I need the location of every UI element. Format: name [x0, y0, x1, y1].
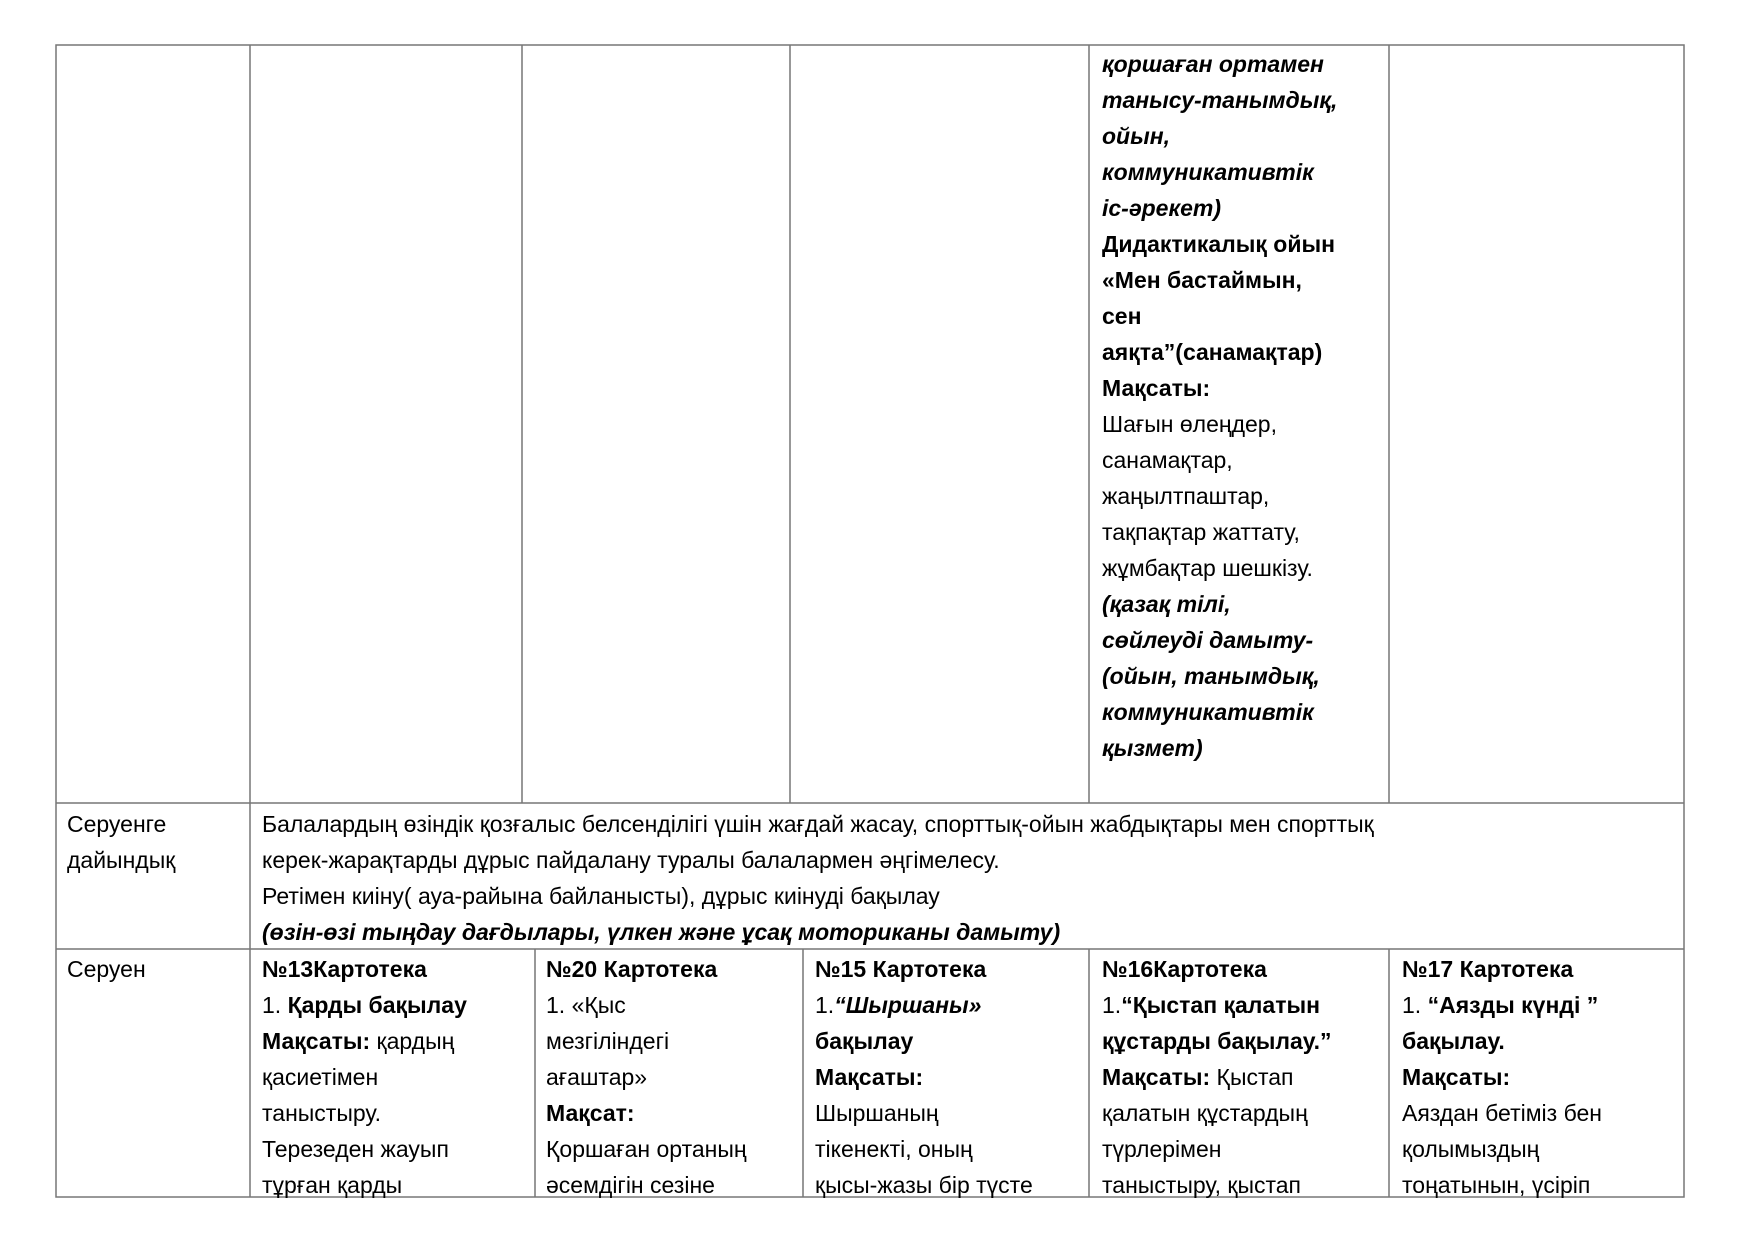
- text-line: іс-әрекет): [1102, 195, 1222, 221]
- text-line: [546, 987, 747, 1023]
- text-line: аяқта”(санамақтар): [1102, 339, 1323, 365]
- text-line: [1102, 951, 1331, 987]
- text-run: әсемдігін сезіне: [546, 1172, 715, 1198]
- text-line: Дидактикалық ойын: [1102, 231, 1336, 257]
- text-line: [1102, 1095, 1331, 1131]
- text-run: бақылау.: [1402, 1028, 1505, 1054]
- text-run: Қоршаған ортаның: [546, 1136, 747, 1162]
- text-line: сен: [1102, 303, 1142, 329]
- text-line: [815, 1131, 1033, 1167]
- text-run: тұрған қарды: [262, 1172, 403, 1198]
- text-line: дайындық: [67, 847, 176, 873]
- row3-col1-cell: [262, 951, 467, 1203]
- text-run: 1. «Қыс: [546, 992, 626, 1018]
- text-line: коммуникативтік: [1102, 159, 1314, 185]
- text-run: “Қыстап қалатын: [1121, 992, 1321, 1018]
- text-run: №15 Картотека: [815, 956, 987, 982]
- text-run: мезгіліндегі: [546, 1028, 670, 1054]
- text-line: [1402, 1167, 1602, 1203]
- text-line: (ойын, танымдық,: [1102, 663, 1320, 689]
- row3-col2-cell: [546, 951, 747, 1203]
- text-run: таныстыру, қыстап: [1102, 1172, 1301, 1198]
- text-line: [1402, 1023, 1602, 1059]
- row3-col5-cell: [1402, 951, 1602, 1203]
- text-line: [1102, 1023, 1331, 1059]
- text-line: Балалардың өзіндік қозғалыс белсенділігі үшін жағдай жасау, спорттық-ойын жабдықтары мен спорттық: [262, 811, 1374, 837]
- text-line: [262, 987, 467, 1023]
- text-line: [546, 1095, 747, 1131]
- text-run: қардың: [370, 1028, 455, 1054]
- text-line: жұмбақтар шешкізу.: [1102, 555, 1313, 581]
- text-run: қысы-жазы бір түсте: [815, 1172, 1033, 1198]
- text-run: қалатын құстардың: [1102, 1100, 1308, 1126]
- row3-col3-cell: [815, 951, 1033, 1203]
- text-run: №17 Картотека: [1402, 956, 1574, 982]
- text-line: тақпақтар жаттату,: [1102, 519, 1300, 545]
- text-run: Шыршаның: [815, 1100, 939, 1126]
- text-run: Мақсат:: [546, 1100, 635, 1126]
- text-line: [1402, 1095, 1602, 1131]
- text-line: [262, 1131, 467, 1167]
- text-line: [1102, 1131, 1331, 1167]
- text-line: Шағын өлеңдер,: [1102, 411, 1277, 437]
- text-run: Қыстап: [1210, 1064, 1294, 1090]
- text-line: [1402, 1131, 1602, 1167]
- text-line: [815, 1095, 1033, 1131]
- text-line: [546, 1167, 747, 1203]
- text-line: Серуенге: [67, 811, 167, 837]
- text-line: [1402, 987, 1602, 1023]
- text-line: [815, 1059, 1033, 1095]
- text-line: [815, 1167, 1033, 1203]
- text-line: қоршаған ортамен: [1102, 51, 1324, 77]
- text-run: ағаштар»: [546, 1064, 648, 1090]
- text-line: [1102, 987, 1331, 1023]
- text-run: Қарды бақылау: [287, 992, 467, 1018]
- text-run: 1.: [815, 992, 835, 1018]
- text-line: [262, 1023, 467, 1059]
- text-line: керек-жарақтарды дұрыс пайдалану туралы балалармен әңгімелесу.: [262, 847, 1000, 873]
- text-run: бақылау: [815, 1028, 914, 1054]
- text-run: қасиетімен: [262, 1064, 379, 1090]
- text-line: [546, 951, 747, 987]
- text-line: [262, 1167, 467, 1203]
- text-line: қызмет): [1102, 735, 1203, 761]
- text-run: №16Картотека: [1102, 956, 1267, 982]
- text-run: 1.: [1402, 992, 1428, 1018]
- text-run: Мақсаты:: [1102, 1064, 1211, 1090]
- text-run: Мақсаты:: [815, 1064, 924, 1090]
- text-line: [1402, 1059, 1602, 1095]
- row3-label-cell: [67, 951, 146, 987]
- text-line: ойын,: [1102, 123, 1171, 149]
- text-line: сөйлеуді дамыту-: [1102, 627, 1314, 653]
- text-run: құстарды бақылау.”: [1102, 1028, 1332, 1054]
- text-run: Терезеден жауып: [262, 1136, 449, 1162]
- text-line: [546, 1131, 747, 1167]
- text-line: коммуникативтік: [1102, 699, 1314, 725]
- text-run: қолымыздың: [1402, 1136, 1540, 1162]
- text-run: таныстыру.: [262, 1100, 381, 1126]
- text-line: танысу-танымдық,: [1102, 87, 1338, 113]
- text-line: «Мен бастаймын,: [1102, 267, 1302, 293]
- text-line: [815, 1023, 1033, 1059]
- text-run: тікенекті, оның: [815, 1136, 973, 1162]
- text-run: Аяздан бетіміз бен: [1402, 1100, 1602, 1126]
- text-line: (өзін-өзі тыңдау дағдылары, үлкен және ұсақ моториканы дамыту): [262, 919, 1061, 945]
- text-line: [262, 1059, 467, 1095]
- text-run: 1.: [1102, 992, 1122, 1018]
- row3-col4-cell: [1102, 951, 1331, 1203]
- text-line: [262, 1095, 467, 1131]
- text-line: (қазақ тілі,: [1102, 591, 1231, 617]
- text-run: Мақсаты:: [262, 1028, 371, 1054]
- text-run: 1.: [262, 992, 288, 1018]
- text-line: [815, 987, 1033, 1023]
- row2-label-cell: [67, 806, 175, 878]
- text-run: “Шыршаны»: [834, 992, 982, 1018]
- text-line: [262, 951, 467, 987]
- row2-content-cell: [262, 806, 1374, 950]
- text-line: Ретімен киіну( ауа-райына байланысты), дұрыс киінуді бақылау: [262, 883, 940, 909]
- text-line: [1402, 951, 1602, 987]
- text-run: №13Картотека: [262, 956, 427, 982]
- text-line: санамақтар,: [1102, 447, 1233, 473]
- text-line: [815, 951, 1033, 987]
- text-line: [546, 1059, 747, 1095]
- text-line: Серуен: [67, 956, 146, 982]
- text-line: [546, 1023, 747, 1059]
- text-line: [1102, 1059, 1331, 1095]
- text-run: тоңатынын, үсіріп: [1402, 1172, 1591, 1198]
- row1-col5-cell: [1102, 46, 1337, 766]
- text-line: жаңылтпаштар,: [1102, 483, 1270, 509]
- text-run: “Аязды күнді ”: [1427, 992, 1599, 1018]
- text-run: Мақсаты:: [1402, 1064, 1511, 1090]
- text-run: түрлерімен: [1102, 1136, 1222, 1162]
- text-run: №20 Картотека: [546, 956, 718, 982]
- text-line: Мақсаты:: [1102, 375, 1211, 401]
- text-line: [1102, 1167, 1331, 1203]
